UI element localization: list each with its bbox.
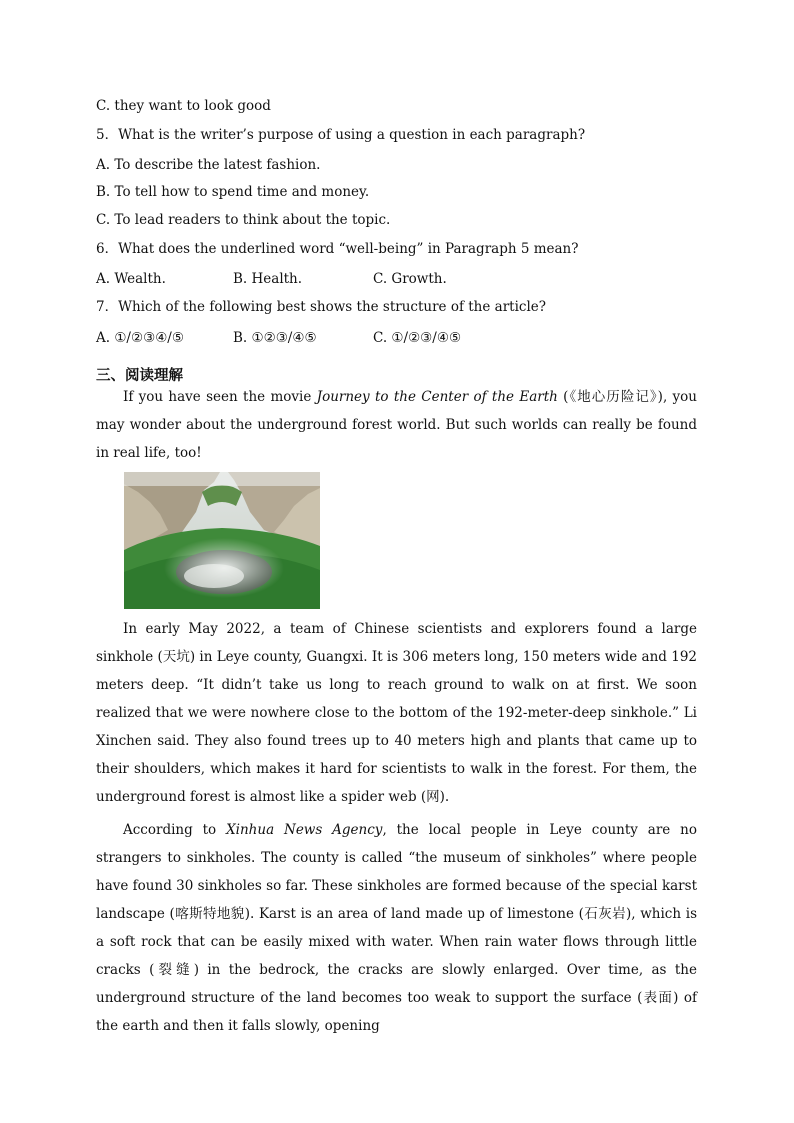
- q6-stem: 6．What does the underlined word “well-being” in Paragraph 5 mean?: [96, 241, 579, 257]
- news-source: Xinhua News Agency: [226, 822, 383, 838]
- q6-option-a: A. Wealth.: [96, 271, 166, 287]
- q5-stem: 5．What is the writer’s purpose of using a question in each paragraph?: [96, 127, 586, 143]
- q5-option-c: C. To lead readers to think about the topic.: [96, 212, 391, 228]
- passage-paragraph-3: According to Xinhua News Agency, the local people in Leye county are no strangers to sinkholes. The county is called “the museum of sinkholes” where people have found 30 sinkholes so far. These sinkholes are formed because of the special karst landscape (喀斯特地貌). Karst is an area of land made up of limestone (石灰岩), which is a soft rock that can be easily mixed with water. When rain water flows through little cracks (裂缝) in the bedrock, the cracks are slowly enlarged. Over time, as the underground structure of the land becomes too weak to support the surface (表面) of the earth and then it falls slowly, opening: [96, 822, 697, 1034]
- q5-option-a: A. To describe the latest fashion.: [96, 157, 321, 173]
- passage-paragraph-1: If you have seen the movie Journey to the Center of the Earth (《地心历险记》), you may wonder about the underground forest world. But such worlds can really be found in real life, too!: [96, 389, 698, 461]
- q7-option-a: A. ①/②③④/⑤: [96, 330, 184, 346]
- section-heading: 三、阅读理解: [96, 368, 183, 384]
- q6-option-b: B. Health.: [233, 271, 303, 287]
- sinkhole-photo: [124, 472, 320, 609]
- q7-stem: 7．Which of the following best shows the structure of the article?: [96, 299, 547, 315]
- q6-option-c: C. Growth.: [373, 271, 447, 287]
- q5-option-b: B. To tell how to spend time and money.: [96, 184, 370, 200]
- q4-option-c: C. they want to look good: [96, 98, 271, 114]
- movie-title: Journey to the Center of the Earth: [316, 389, 558, 405]
- passage-paragraph-2: In early May 2022, a team of Chinese scientists and explorers found a large sinkhole (天坑) in Leye county, Guangxi. It is 306 meters long, 150 meters wide and 192 meters deep. “It didn’t take us long to reach ground to walk on at first. We soon realized that we were nowhere close to the bottom of the 192-meter-deep sinkhole.” Li Xinchen said. They also found trees up to 40 meters high and plants that came up to their shoulders, which makes it hard for scientists to walk in the forest. For them, the underground forest is almost like a spider web (网).: [96, 621, 697, 805]
- q7-option-b: B. ①②③/④⑤: [233, 330, 317, 346]
- q7-option-c: C. ①/②③/④⑤: [373, 330, 462, 346]
